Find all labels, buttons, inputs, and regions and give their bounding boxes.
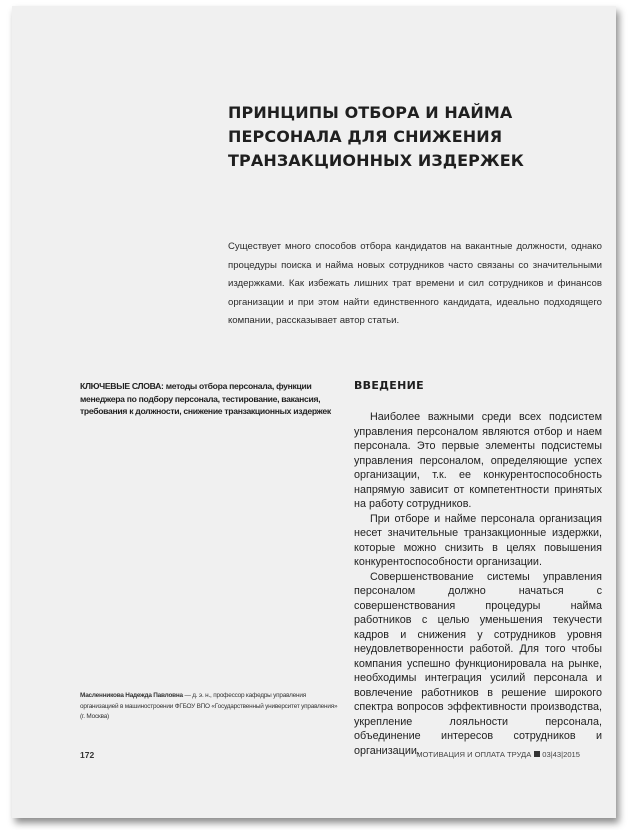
keywords-label: КЛЮЧЕВЫЕ СЛОВА:	[80, 381, 164, 391]
article-title: ПРИНЦИПЫ ОТБОРА И НАЙМА ПЕРСОНАЛА ДЛЯ СНИЖЕНИЯ ТРАНЗАКЦИОННЫХ ИЗДЕРЖЕК	[228, 103, 524, 170]
journal-name: МОТИВАЦИЯ И ОПЛАТА ТРУДА	[416, 750, 532, 759]
body-text	[354, 410, 602, 758]
body-paragraph: Совершенствование системы управления персоналом должно начаться с совершенствования процедуры найма работников с целью уменьшения текучести кадров и снижения у сотрудников уровня неудовлетворенности работой. Для того чтобы компания успешно функционировала на рынке, необходимы интеграция усилий персонала и вовлечение работников в решение широкого спектра вопросов эффективности производства, укрепление лояльности персонала, объединение интересов сотрудников и организации.	[354, 570, 602, 757]
square-icon	[534, 751, 540, 757]
keywords-block	[80, 380, 342, 418]
journal-page	[12, 6, 616, 818]
page-number: 172	[80, 750, 95, 760]
keywords-list: методы отбора персонала, функции менеджера по подбору персонала, тестирование, вакансия, требования к должности, снижение транзакционных издержек	[80, 381, 331, 416]
body-paragraph: При отборе и найме персонала организация несет значительные транзакционные издержки, которые можно снизить в целях повышения конкурентоспособности организации.	[354, 512, 602, 568]
author-name: Масленникова Надежда Павловна	[80, 692, 183, 699]
section-heading: ВВЕДЕНИЕ	[354, 379, 424, 392]
journal-issue: 03|43|2015	[542, 750, 580, 759]
author-block	[80, 691, 342, 723]
body-paragraph: Наиболее важными среди всех подсистем управления персоналом являются отбор и наем персонала. Это первые элементы подсистемы управления персоналом, определяющие успех организации, т.к. ее конкурентоспособность напрямую зависит от компетентности принятых на работу сотрудников.	[354, 411, 602, 510]
journal-footer	[416, 750, 580, 759]
article-abstract: Существует много способов отбора кандидатов на вакантные должности, однако процедуры поиска и найма новых сотрудников часто связаны со значительными издержками. Как избежать лишних трат времени и сил сотрудников и финансов организации и при этом найти единственного кандидата, идеально подходящего компании, рассказывает автор статьи.	[228, 241, 602, 326]
author-affiliation: — д. э. н., профессор кафедры управления организацией в машиностроении ФГБОУ ВПО «Государственный университет управления» (г. Москва)	[80, 692, 338, 720]
